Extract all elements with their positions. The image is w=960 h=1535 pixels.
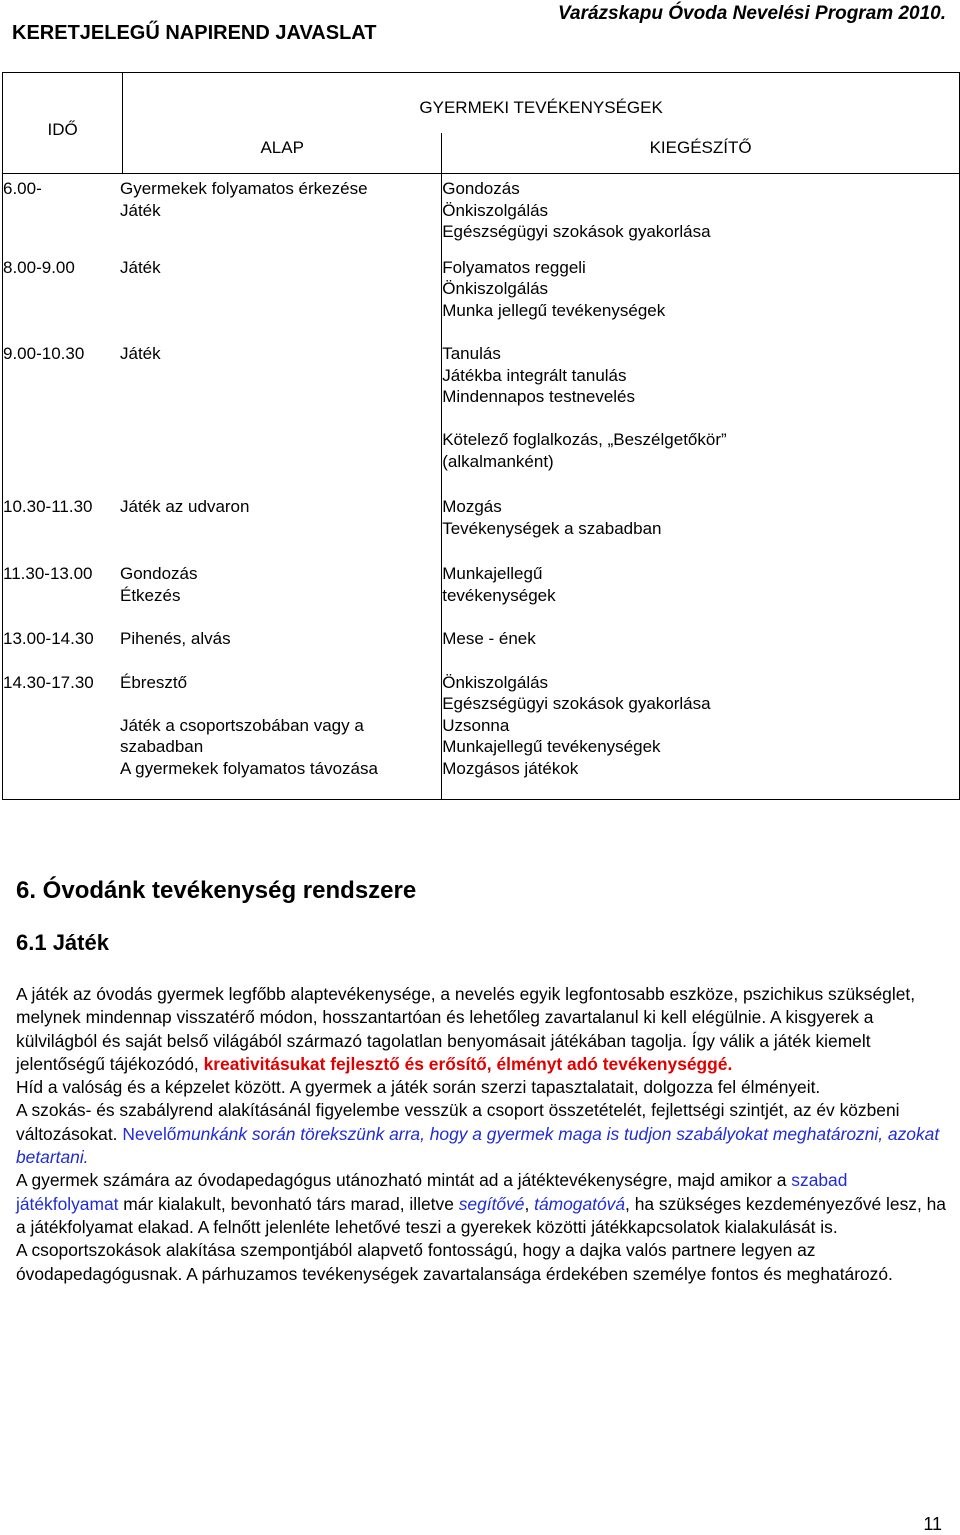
alap-line: Gyermekek folyamatos érkezése	[120, 179, 368, 198]
highlight-blue-italic-text: segítővé	[458, 1193, 525, 1214]
time-cell	[3, 257, 121, 344]
header-ido	[3, 73, 123, 174]
header-gyermeki	[123, 73, 960, 134]
highlight-blue-italic-text: munkánk során törekszünk arra, hogy a gyermek maga is tudjon szabályokat meghatározni, azokat betartani.	[16, 1123, 940, 1168]
alap-cell	[120, 343, 442, 496]
paragraph-text: A csoportszokások alakítása szempontjából alapvető fontosságú, hogy a dajka valós partnere legyen az óvodapedagógusnak. A párhuzamos tevékenységek zavartalansága érdekében személye fontos és meghatározó.	[16, 1240, 893, 1284]
alap-line: Ébresztő	[120, 672, 188, 692]
highlight-blue-text: szabad játékfolyamat	[16, 1170, 848, 1214]
highlight-blue-italic-text: támogatóvá	[534, 1193, 626, 1214]
paragraph	[16, 983, 946, 1076]
section-title: 6. Óvodánk tevékenység rendszere	[16, 877, 417, 904]
table-row	[3, 496, 960, 563]
time-value: 11.30-13.00	[3, 564, 93, 583]
time-value: 9.00-10.30	[3, 344, 85, 363]
alap-gap	[120, 693, 441, 715]
kieg-cell	[442, 257, 960, 344]
table-row	[3, 174, 960, 257]
table-row	[3, 343, 960, 496]
paragraph-text: A gyermek számára az óvodapedagógus utánozható mintát ad a játéktevékenységre, majd amikor a	[16, 1170, 792, 1191]
paragraph-text: A szokás- és szabályrend alakításánál figyelembe vesszük a csoport összetételét, fejlettségi szintjét, az év közbeni változásokat.	[16, 1100, 900, 1144]
highlight-blue-text: Nevelő	[122, 1123, 177, 1144]
kieg-line: Önkiszolgálás	[442, 200, 549, 220]
alap-line: Étkezés	[120, 585, 181, 605]
time-value: 13.00-14.30	[3, 629, 94, 648]
daily-schedule-table	[2, 72, 960, 800]
kieg-line: Mozgás	[442, 497, 502, 516]
alap-cell	[120, 257, 442, 344]
time-value: 8.00-9.00	[3, 257, 75, 277]
kieg-line: Egészségügyi szokások gyakorlása	[442, 222, 711, 241]
header-alap-label: ALAP	[260, 138, 304, 157]
document-header-program: Varázskapu Óvoda Nevelési Program 2010.	[558, 3, 946, 24]
alap-line: Játék az udvaron	[120, 497, 250, 516]
time-value: 6.00-	[3, 179, 42, 198]
alap-line: Játék	[120, 344, 161, 363]
table-header-row	[3, 73, 960, 134]
paragraph-text: , ha szükséges kezdeményezővé lesz, ha a játékfolyamat elakad. A felnőtt jelenléte lehetővé teszi a gyerekek közötti játékkapcsolatok kialakulását is.	[16, 1193, 946, 1237]
header-ido-label: IDŐ	[47, 120, 78, 139]
kieg-line: Mese - ének	[442, 629, 536, 648]
kieg-line: (alkalmanként)	[442, 451, 554, 471]
kieg-line: Kötelező foglalkozás, „Beszélgetőkör”	[442, 430, 727, 449]
document-header-title: KERETJELEGŰ NAPIREND JAVASLAT	[12, 22, 377, 44]
paragraph	[16, 1169, 946, 1239]
kieg-cell	[442, 343, 960, 496]
kieg-line: Mozgásos játékok	[442, 758, 579, 778]
alap-cell	[120, 563, 442, 628]
paragraph-text: Híd a valóság és a képzelet között. A gyermek a játék során szerzi tapasztalatait, dolgozza fel élményeit.	[16, 1077, 821, 1098]
kieg-cell	[442, 672, 960, 800]
kieg-line: Önkiszolgálás	[442, 279, 549, 298]
kieg-line: Munka jellegű tevékenységek	[442, 300, 666, 320]
subsection-title: 6.1 Játék	[16, 930, 109, 955]
kieg-line: Játékba integrált tanulás	[442, 365, 627, 385]
alap-cell	[120, 672, 442, 800]
paragraph	[16, 1099, 946, 1169]
kieg-line: Tevékenységek a szabadban	[442, 518, 662, 538]
table-row	[3, 628, 960, 672]
table-row	[3, 563, 960, 628]
alap-line: Játék a csoportszobában vagy a	[120, 715, 364, 735]
time-cell	[3, 672, 121, 800]
kieg-line: Gondozás	[442, 179, 520, 198]
kieg-line: Tanulás	[442, 344, 501, 363]
alap-line: Pihenés, alvás	[120, 629, 231, 648]
time-cell	[3, 343, 121, 496]
table-row	[3, 257, 960, 344]
kieg-line: Uzsonna	[442, 715, 510, 735]
kieg-line: Mindennapos testnevelés	[442, 387, 636, 406]
kieg-cell	[442, 563, 960, 628]
table-subheader-row	[3, 133, 960, 174]
kieg-cell	[442, 174, 960, 257]
alap-line: szabadban	[120, 737, 204, 756]
time-cell	[3, 496, 121, 563]
time-value: 14.30-17.30	[3, 672, 94, 692]
kieg-cell	[442, 496, 960, 563]
kieg-line: Munkajellegű tevékenységek	[442, 737, 661, 756]
kieg-line: tevékenységek	[442, 585, 556, 605]
kieg-line: Egészségügyi szokások gyakorlása	[442, 694, 711, 713]
header-kiegeszito-label: KIEGÉSZÍTŐ	[649, 138, 752, 157]
paragraph	[16, 1239, 946, 1286]
alap-line: Játék	[120, 257, 161, 277]
paragraph-text: ,	[524, 1193, 535, 1214]
time-cell	[3, 563, 121, 628]
paragraph-text: már kialakult, bevonható társ marad, illetve	[118, 1193, 459, 1214]
header-alap	[123, 133, 442, 174]
alap-line: Gondozás	[120, 564, 198, 583]
paragraph-text: A játék az óvodás gyermek legfőbb alaptevékenysége, a nevelés egyik legfontosabb eszköze, pszichikus szükséglet, melynek mindennap visszatérő módon, hosszantartóan és lehetőleg zavartalanul ki kell elégülnie. A kisgyerek a külvilágból és saját belső világából származó tagolatlan benyomásait játékában tagolja. Így válik a játék kiemelt jelentőségű tájékozódó,	[16, 984, 916, 1074]
alap-line: A gyermekek folyamatos távozása	[120, 758, 378, 778]
kieg-cell	[442, 628, 960, 672]
highlight-red-text: kreativitásukat fejlesztő és erősítő, élményt adó tevékenységgé.	[203, 1053, 733, 1074]
time-value: 10.30-11.30	[3, 497, 93, 516]
header-kiegeszito	[442, 133, 960, 174]
time-cell	[3, 628, 121, 672]
page-number: 11	[923, 1514, 942, 1534]
header-gyermeki-label: GYERMEKI TEVÉKENYSÉGEK	[419, 98, 663, 117]
kieg-gap	[442, 408, 959, 430]
alap-cell	[120, 174, 442, 257]
paragraph	[16, 1076, 946, 1099]
alap-line: Játék	[120, 200, 161, 220]
kieg-line: Munkajellegű	[442, 564, 543, 583]
table-row	[3, 672, 960, 800]
body-text	[16, 983, 946, 1286]
kieg-line: Önkiszolgálás	[442, 672, 549, 692]
time-cell	[3, 174, 121, 257]
alap-cell	[120, 496, 442, 563]
kieg-line: Folyamatos reggeli	[442, 257, 586, 277]
alap-cell	[120, 628, 442, 672]
